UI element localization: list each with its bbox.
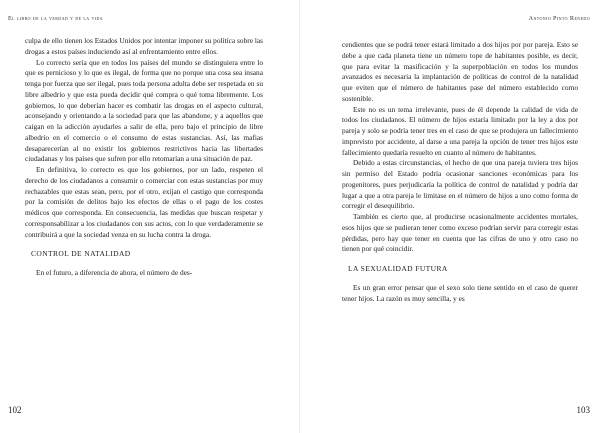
paragraph: También es cierto que, al producirse ocasionalmente accidentes mortales, esos hijos que se pudieran tener como exceso podrían servir para corregir estas pérdidas, pero hay que tener en cuenta que las cifras de uno y otro caso no tienen por qué coincidir. <box>342 212 578 254</box>
paragraph: Lo correcto sería que en todos los países del mundo se distinguiera entre lo que es pernicioso y lo que es ilegal, de forma que no porque una cosa sea insana tenga por fuerza que ser ilegal, pues toda persona adulta debe ser respetada en su libre albedrío y que esta pueda decidir qué compra o qué toma libremente. Los gobiernos, lo que deberían hacer es combatir las drogas en el aspecto cultural, aconsejando y orientando a la sociedad para que las abandone, y a aquellos que caigan en la adicción ayudarles a salir de ella, pero bajo el principio de libre albedrío en el comercio o el consumo de estas sustancias. Así, las mafias desaparecerían al no existir los gobiernos restrictivos hacia las libertades ciudadanas y los países que sufren por ello retomarían a una situación de paz. <box>25 57 263 164</box>
right-page <box>300 0 600 433</box>
paragraph: Debido a estas circunstancias, el hecho de que una pareja tuviera tres hijos sin permiso del Estado podría ocasionar sanciones económicas para los progenitores, pues perjudicaría la política de control de natalidad y podría dar lugar a que a otra pareja le limitase en el número de hijos a uno como forma de corregir el desequilibrio. <box>342 158 578 211</box>
paragraph: En definitiva, lo correcto es que los gobiernos, por un lado, respeten el derecho de los ciudadanos a consumir o comerciar con estas sustancias por muy rechazables que estas sean, pero, por el otro, exijan el castigo que corresponda por la comisión de delitos bajo los efectos de ellas o el pago de los costes médicos que corresponda. En consecuencia, las medidas que buscan respetar y corresponsabilizar a los ciudadanos con sus actos, con lo que verdaderamente se contribuirá a que la sociedad venza en su lucha contra la droga. <box>25 165 263 239</box>
section-heading: LA SEXUALIDAD FUTURA <box>348 264 448 273</box>
right-page-body <box>342 40 578 388</box>
paragraph: cendientes que se podrá tener estará limitado a dos hijos por por pareja. Esto se debe a que cada planeta tiene un número tope de habitantes posible, es decir, que para evitar la masificación y la superpoblación en todos los mundos avanzados es necesaria la implantación de políticas de control de la natalidad que eviten que el número de habitantes pase del número establecido como sostenible. <box>342 40 578 103</box>
left-page-body <box>25 36 263 366</box>
page-number-left: 102 <box>8 405 22 415</box>
paragraph: Es un gran error pensar que el sexo solo tiene sentido en el caso de querer tener hijos. La razón es muy sencilla, y es <box>342 282 578 303</box>
section-heading: CONTROL DE NATALIDAD <box>31 249 131 259</box>
paragraph: culpa de ello tienen los Estados Unidos por intentar imponer su política sobre las drogas a estos países induciendo así al enfrentamiento entre ellos. <box>25 36 263 56</box>
paragraph: Este no es un tema irrelevante, pues de él depende la calidad de vida de todos los ciudadanos. El número de hijos estaría limitado por la ley a dos por pareja y solo se podría tener tres en el caso de que se produjera un fallecimiento imprevisto por accidente, al darse a una pareja la opción de tener tres hijos este fallecimiento quedaría resuelto en cuanto al número de habitantes. <box>342 104 578 157</box>
paragraph: En el futuro, a diferencia de ahora, el número de des- <box>36 268 193 277</box>
running-head-right: Antonio Pinto Renedo <box>528 15 590 22</box>
running-head-left: El libro de la verdad y de la vida <box>8 15 104 22</box>
page-number-right: 103 <box>576 405 590 415</box>
